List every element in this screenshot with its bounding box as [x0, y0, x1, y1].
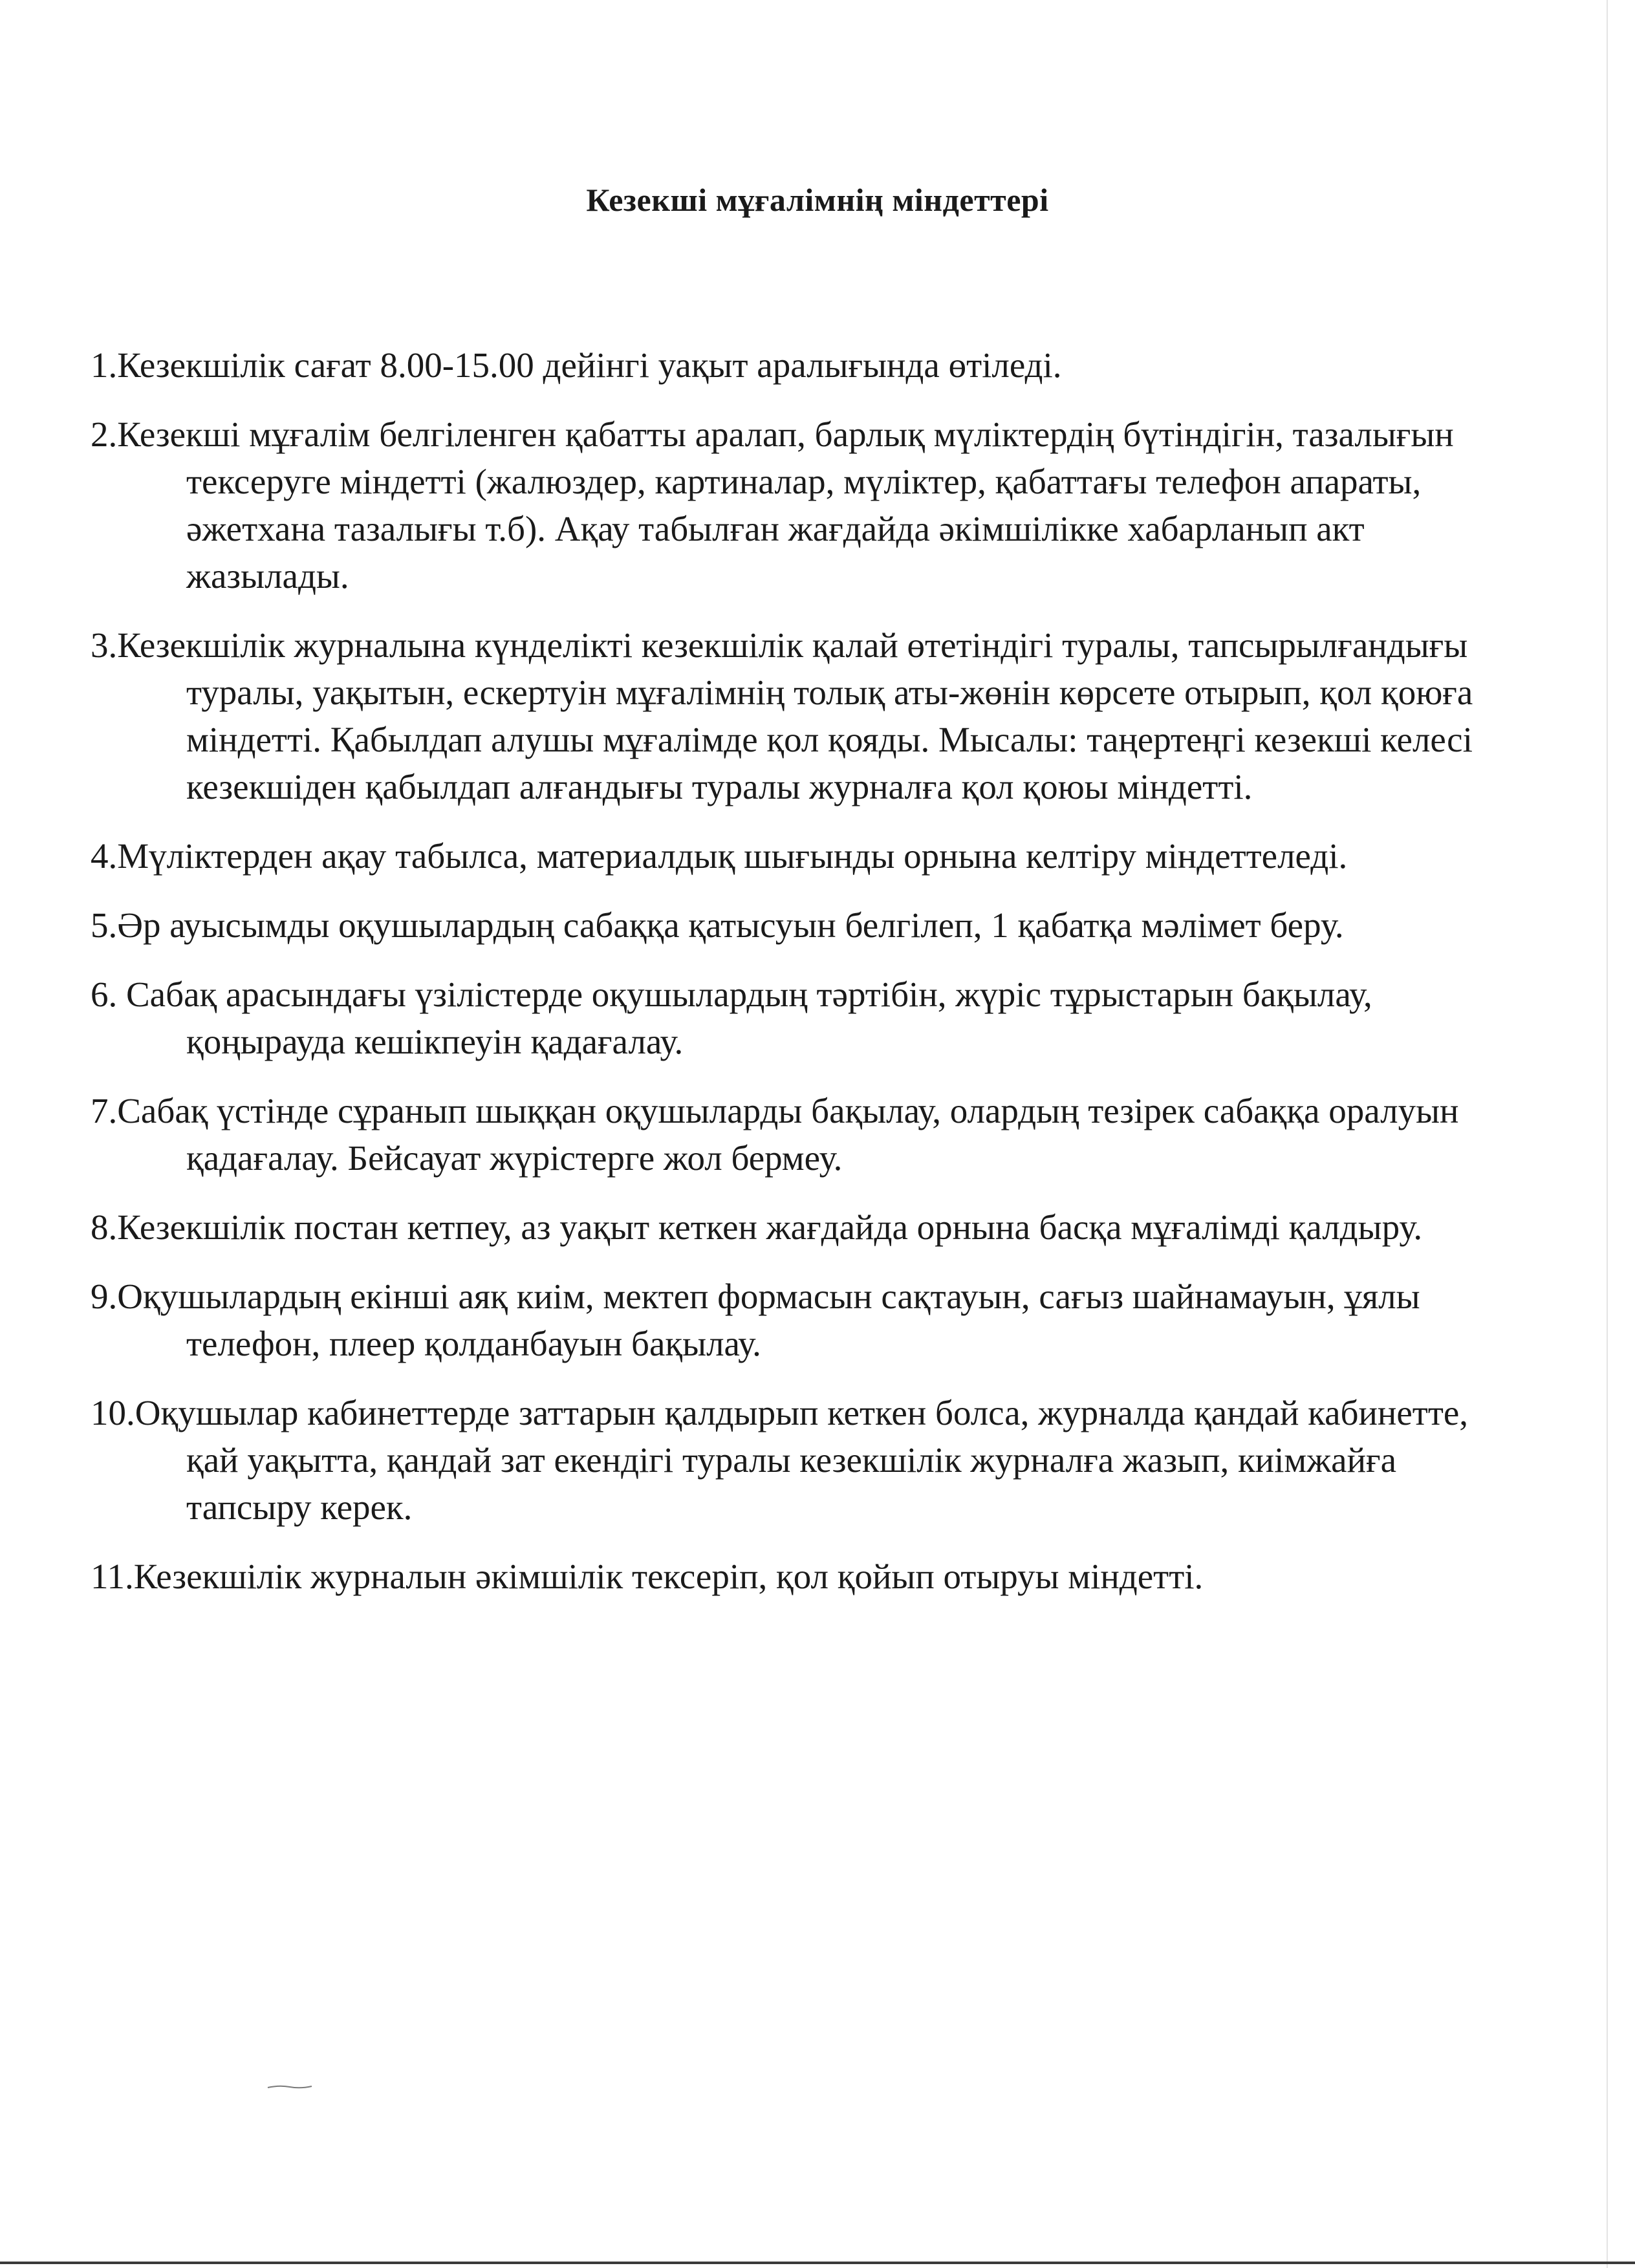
duty-text: 3.Кезекшілік журналына күнделікті кезекшілік қалай өтетіндігі туралы, тапсырылғандығы туралы, уақытын, ескертуін мұғалімнің толық аты-жөнін көрсете отырып, қол қоюға міндетті. Қабылдап алушы мұғалімде қол қояды. Мысалы: таңертеңгі кезекші келесі кезекшіден қабылдап алғандығы туралы журналға қол қоюы міндетті.: [91, 625, 1473, 806]
duty-text: 8.Кезекшілік постан кетпеу, аз уақыт кеткен жағдайда орнына басқа мұғалімді қалдыру.: [91, 1207, 1423, 1247]
duty-text: 5.Әр ауысымды оқушылардың сабаққа қатысуын белгілеп, 1 қабатқа мәлімет беру.: [91, 905, 1344, 945]
duty-text: 2.Кезекші мұғалім белгіленген қабатты аралап, барлық мүліктердің бүтіндігін, тазалығын тексеруге міндетті (жалюздер, картиналар, мүліктер, қабаттағы телефон апараты, әжетхана тазалығы т.б). Ақау табылған жағдайда әкімшілікке хабарланып акт жазылады.: [91, 415, 1454, 596]
duty-item-2: [91, 411, 1500, 599]
duty-text: 9.Оқушылардың екінші аяқ киім, мектеп формасын сақтауын, сағыз шайнамауын, ұялы телефон, плеер қолданбауын бақылау.: [91, 1277, 1420, 1363]
duty-item-5: [91, 902, 1500, 949]
duty-item-3: [91, 621, 1500, 810]
duties-list: [91, 341, 1500, 1622]
scan-edge-line: [1607, 0, 1608, 2268]
duty-item-8: [91, 1204, 1500, 1251]
duty-text: 11.Кезекшілік журналын әкімшілік тексеріп, қол қойып отыруы міндетті.: [91, 1557, 1204, 1596]
duty-text: 4.Мүліктерден ақау табылса, материалдық шығынды орнына келтіру міндеттеледі.: [91, 836, 1348, 876]
duty-text: 7.Сабақ үстінде сұранып шыққан оқушыларды бақылау, олардың тезірек сабаққа оралуын қадағалау. Бейсауат жүрістерге жол бермеу.: [91, 1091, 1459, 1178]
duty-item-6: [91, 971, 1500, 1065]
duty-text: 6. Сабақ арасындағы үзілістерде оқушылардың тәртібін, жүріс тұрыстарын бақылау, қоңырауда кешікпеуін қадағалау.: [91, 975, 1372, 1061]
duty-item-11: [91, 1553, 1500, 1600]
duty-text: 10.Оқушылар кабинеттерде заттарын қалдырып кеткен болса, журналда қандай кабинетте, қай уақытта, қандай зат екендігі туралы кезекшілік журналға жазып, киімжайға тапсыру керек.: [91, 1393, 1469, 1527]
duty-item-7: [91, 1087, 1500, 1182]
duty-item-10: [91, 1389, 1500, 1531]
duty-item-1: [91, 341, 1500, 389]
scan-bottom-edge: [0, 2262, 1635, 2264]
duty-item-4: [91, 832, 1500, 880]
duty-text: 1.Кезекшілік сағат 8.00-15.00 дейінгі уақыт аралығында өтіледі.: [91, 345, 1062, 385]
document-title: Кезекші мұғалімнің міндеттері: [586, 182, 1049, 218]
duty-item-9: [91, 1273, 1500, 1367]
scan-smudge: [266, 2084, 313, 2090]
